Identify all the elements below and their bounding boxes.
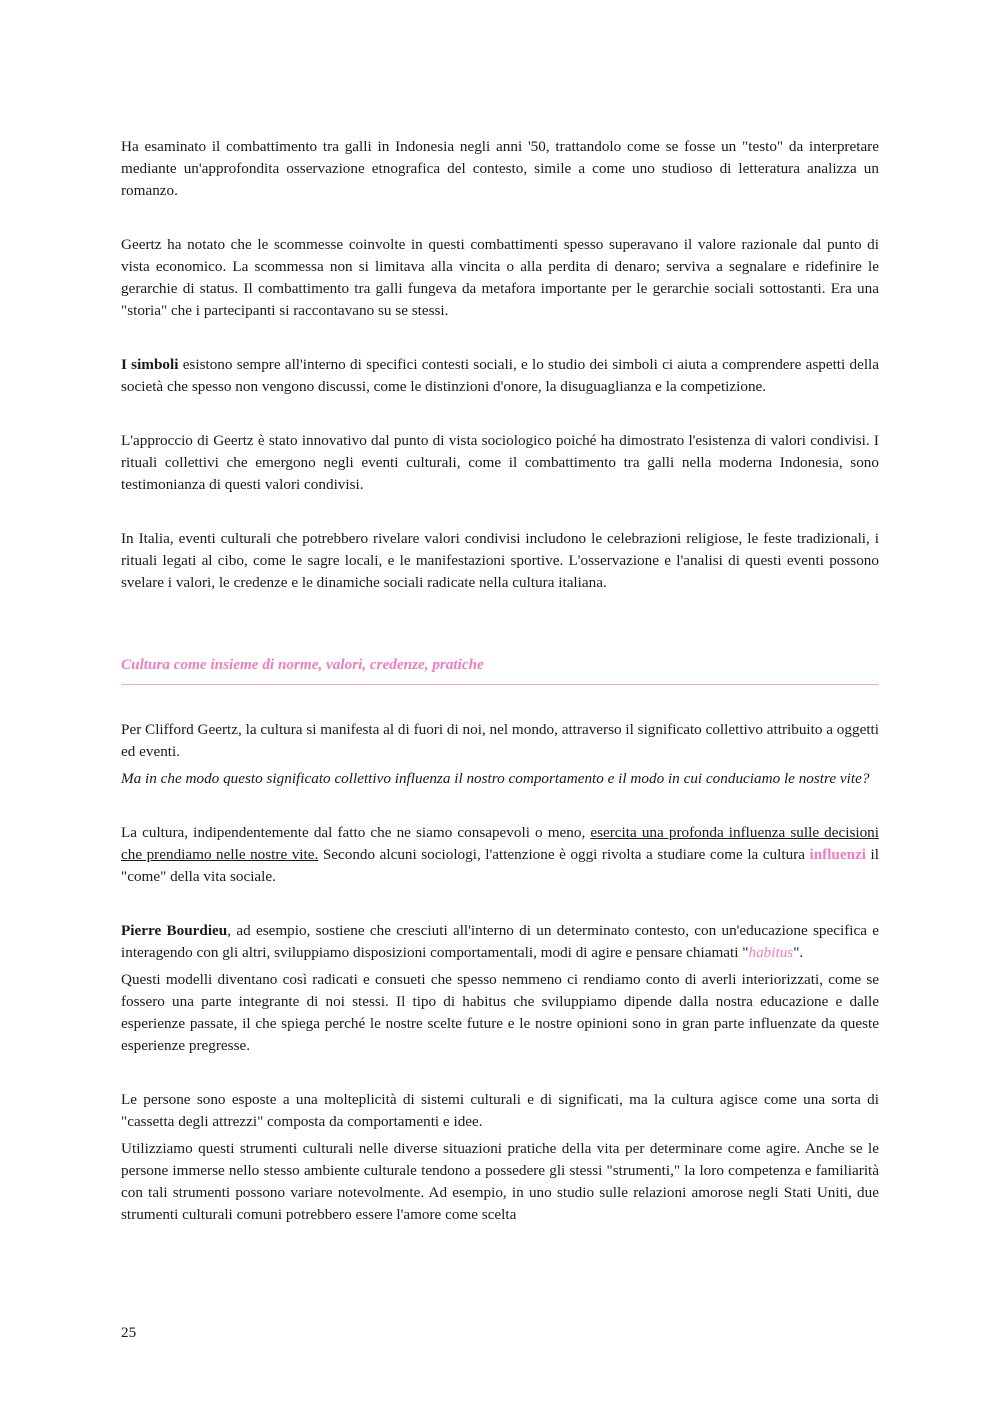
paragraph-habitus-models: Questi modelli diventano così radicati e consueti che spesso nemmeno ci rendiamo conto di averli interiorizzati, come se fossero una parte integrante di noi stessi. Il tipo di habitus che sviluppiamo dipende dalla nostra educazione e dalle esperienze passate, il che spiega perché le nostre scelte future e le nostre opinioni sono in gran parte influenzate da queste esperienze pregresse. — [121, 971, 879, 1054]
page-number: 25 — [121, 1324, 137, 1341]
paragraph-culture-influence — [121, 822, 879, 888]
paragraph-cockfight-text: Ha esaminato il combattimento tra galli in Indonesia negli anni '50, trattandolo come se fosse un "testo" da interpretare mediante un'approfondita osservazione etnografica del contesto, simile a come uno studioso di letteratura analizza un romanzo. — [121, 138, 879, 199]
question-text: Ma in che modo questo significato collettivo influenza il nostro comportamento e il modo in cui conduciamo le nostre vite? — [121, 770, 870, 787]
symbols-text: esistono sempre all'interno di specifici contesti sociali, e lo studio dei simboli ci aiuta a comprendere aspetti della società che spesso non vengono discussi, come le distinzioni d'onore, la disuguaglianza e la competizione. — [121, 356, 880, 395]
paragraph-italy-events: In Italia, eventi culturali che potrebbero rivelare valori condivisi includono le celebrazioni religiose, le feste tradizionali, i rituali legati al cibo, come le sagre locali, e le manifestazioni sportive. L'osservazione e l'analisi di questi eventi possono svelare i valori, le credenze e le dinamiche sociali radicate nella cultura italiana. — [121, 530, 879, 591]
paragraph-geertz-bets: Geertz ha notato che le scommesse coinvolte in questi combattimenti spesso superavano il valore razionale dal punto di vista economico. La scommessa non si limitava alla vincita o alla perdita di denaro; serviva a segnalare e ridefinire le gerarchie di status. Il combattimento tra galli fungeva da metafora importante per le gerarchie sociali sottostanti. Era una "storia" che i partecipanti si raccontavano su se stessi. — [121, 236, 879, 319]
paragraph-geertz-approach: L'approccio di Geertz è stato innovativo dal punto di vista sociologico poiché ha dimostrato l'esistenza di valori condivisi. I rituali collettivi che emergono negli eventi culturali, come il combattimento tra galli nella moderna Indonesia, sono testimonianza di questi valori condivisi. — [121, 432, 879, 493]
highlight-influenzi: influenzi — [809, 846, 867, 863]
bourdieu-text-b: ". — [793, 944, 804, 961]
symbols-term: I simboli — [121, 356, 179, 373]
bourdieu-text-a: , ad esempio, sostiene che cresciuti all'interno di un determinato contesto, con un'educazione specifica e interagendo con gli altri, sviluppiamo disposizioni comportamentali, modi di agire e pensare chiamati " — [121, 922, 880, 961]
paragraph-symbols — [121, 354, 879, 398]
page-body — [121, 136, 879, 1226]
paragraph-question — [121, 768, 879, 790]
culture-influence-text-c: il "come" della vita sociale. — [121, 846, 879, 885]
section-heading: Cultura come insieme di norme, valori, credenze, pratiche — [121, 654, 879, 685]
paragraph-clifford-geertz: Per Clifford Geertz, la cultura si manifesta al di fuori di noi, nel mondo, attraverso il significato collettivo attribuito a oggetti ed eventi. — [121, 721, 879, 760]
paragraph-toolkit: Le persone sono esposte a una molteplicità di sistemi culturali e di significati, ma la cultura agisce come una sorta di "cassetta degli attrezzi" composta da comportamenti e idee. — [121, 1091, 879, 1130]
underlined-phrase: esercita una profonda influenza sulle decisioni che prendiamo nelle nostre vite. — [121, 824, 879, 863]
bourdieu-name: Pierre Bourdieu — [121, 922, 228, 939]
culture-influence-text-b: Secondo alcuni sociologi, l'attenzione è oggi rivolta a studiare come la cultura — [318, 846, 810, 863]
paragraph-bourdieu — [121, 920, 879, 964]
culture-influence-text-a: La cultura, indipendentemente dal fatto che ne siamo consapevoli o meno, — [121, 824, 591, 841]
paragraph-cultural-tools: Utilizziamo questi strumenti culturali nelle diverse situazioni pratiche della vita per determinare come agire. Anche se le persone immerse nello stesso ambiente culturale tendono a possedere gli stessi "strumenti," la loro competenza e familiarità con tali strumenti possono variare notevolmente. Ad esempio, in uno studio sulle relazioni amorose negli Stati Uniti, due strumenti culturali comuni potrebbero essere l'amore come scelta — [121, 1140, 879, 1223]
habitus-term: habitus — [748, 944, 794, 961]
